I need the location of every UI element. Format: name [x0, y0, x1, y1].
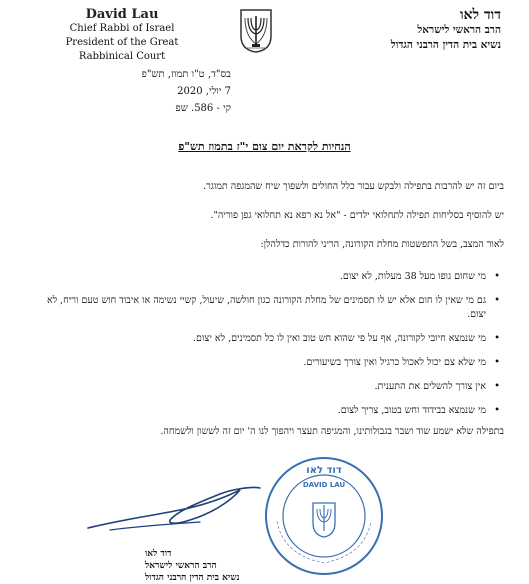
signature-block: [145, 548, 275, 584]
signatory-position: נשיא בית הדין הרבני הגדול: [145, 573, 240, 583]
hebrew-title: הרב הראשי לישראל: [417, 24, 501, 36]
svg-text:דוד לאו: דוד לאו: [306, 465, 342, 476]
hebrew-position: נשיא בית הדין הרבני הגדול: [390, 39, 501, 51]
english-title: Chief Rabbi of Israel: [69, 23, 175, 34]
date-block: [111, 66, 231, 117]
closing-paragraph: בתפילה שלא ישמע שוד ושבר בגבולותינו, והמגיפה תעצר ויהפוך לנו ה' יום זה לששון ולשמחה.: [160, 426, 504, 437]
letter-title-wrap: [0, 140, 529, 153]
list-item: • גם מי שאין לו חום אלא יש לו תסמינים של מחלת הקורונה כגון חולשה, שיעול, קשיי נשימה או איבוד חוש טעם וריח, לא יצום.: [34, 294, 504, 322]
paragraph: יש להוסיף בסליחות תפילה לתחלואי ילדים - "אל נא רפא נא תחלואי גפן פוריה".: [210, 210, 504, 221]
english-letterhead: [47, 8, 197, 64]
english-position: President of the Great Rabbinical Court: [65, 37, 179, 62]
list-item: • מי שחום גופו מעל 38 מעלות, לא יצום.: [34, 270, 504, 284]
instruction-list: [34, 270, 504, 428]
handwritten-signature: [80, 480, 270, 538]
svg-text:DAVID LAU: DAVID LAU: [302, 481, 346, 489]
signatory-name: דוד לאו: [145, 549, 172, 559]
hebrew-name: דוד לאו: [459, 7, 501, 23]
gregorian-date: 7 יולי, 2020: [177, 86, 231, 97]
paragraph: לאור המצב, בשל התפשטות מחלת הקורונה, הריני להורות כדלהלן:: [260, 239, 504, 250]
hebrew-letterhead: [301, 8, 501, 53]
paragraph: ביום זה יש להרבות בתפילה ולבקש עבור כלל החולים ולשפוך שיח שהמגפה תמוגר.: [203, 181, 504, 192]
list-item: • אין צורך להשלים את התענית.: [34, 380, 504, 394]
reference-number: קי - 586. שפ: [175, 103, 231, 114]
list-item: • מי שלא צם יכול לאכול כרגיל ואין צורך בשיעורים.: [34, 356, 504, 370]
list-item: • מי שנמצא בבידוד וחש בטוב, צריך לצום.: [34, 404, 504, 418]
letter-title: הנחיות לקראת יום צום י"ז בתמוז תש"פ: [178, 140, 351, 153]
hebrew-date: בס"ד, ט"ו תמוז, תש"פ: [141, 69, 231, 80]
signatory-title: הרב הראשי לישראל: [145, 561, 217, 571]
state-emblem-icon: [237, 6, 275, 54]
official-stamp: [263, 455, 385, 577]
english-name: David Lau: [85, 7, 159, 22]
list-item: • מי שנמצא חיובי לקורונה, אף על פי שהוא חש טוב ואין לו כל תסמינים, לא יצום.: [34, 332, 504, 346]
